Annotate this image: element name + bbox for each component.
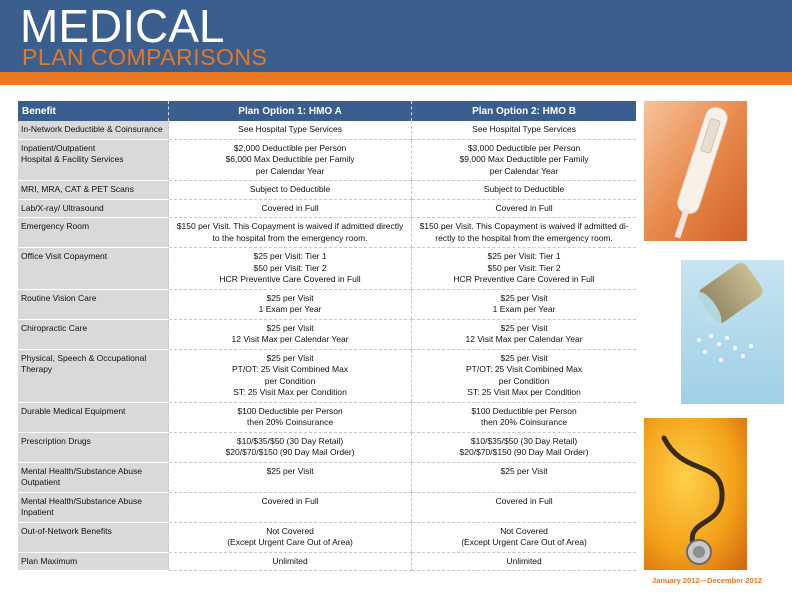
hmo-b-cell-text: Unlimited	[506, 555, 542, 566]
hmo-b-cell-text: See Hospital Type Services	[472, 124, 576, 134]
table-row	[18, 462, 636, 492]
hmo-b-cell-text: per Calendar Year	[489, 165, 559, 176]
benefit-cell	[18, 492, 169, 522]
hmo-a-cell-text: 1 Exam per Year	[258, 304, 322, 314]
hmo-a-cell-text: per Condition	[264, 375, 316, 386]
table-row	[18, 319, 636, 349]
hmo-a-cell-text: HCR Preventive Care Covered in Full	[219, 274, 361, 284]
hmo-a-cell	[169, 139, 412, 181]
hmo-a-cell-text: Unlimited	[272, 555, 308, 566]
hmo-a-cell-text: $25 per Visit	[266, 292, 314, 303]
accent-bar	[0, 72, 792, 85]
hmo-a-cell-text: Not Covered	[266, 525, 314, 536]
hmo-a-cell	[169, 522, 412, 552]
thermometer-photo	[644, 101, 747, 241]
benefit-cell	[18, 139, 169, 181]
hmo-a-cell-text: $100 Deductible per Person	[237, 405, 343, 416]
table-row	[18, 181, 636, 200]
hmo-b-cell-text: Subject to Deductible	[483, 184, 565, 194]
benefit-cell	[18, 432, 169, 462]
benefit-cell-text: Mental Health/Substance Abuse	[21, 495, 142, 506]
hmo-a-cell-text: Covered in Full	[261, 495, 319, 506]
benefit-cell	[18, 402, 169, 432]
hmo-b-cell-text: $25 per Visit	[500, 465, 548, 476]
hmo-b-cell-text: $150 per Visit. This Copayment is waived if admitted di-	[419, 221, 629, 231]
hmo-a-cell-text: $10/$35/$50 (30 Day Retail)	[236, 435, 344, 446]
hmo-b-cell-text: per Condition	[498, 375, 550, 386]
benefit-cell	[18, 289, 169, 319]
hmo-b-cell	[412, 181, 636, 200]
benefit-cell	[18, 552, 169, 571]
table-header-row	[18, 101, 636, 121]
hmo-a-cell	[169, 121, 412, 139]
hmo-b-cell	[412, 289, 636, 319]
benefit-cell-text: Outpatient	[21, 477, 61, 487]
hmo-a-cell	[169, 218, 412, 248]
hmo-b-cell	[412, 492, 636, 522]
hmo-b-cell	[412, 199, 636, 218]
hmo-a-cell	[169, 181, 412, 200]
hmo-a-cell	[169, 492, 412, 522]
hmo-b-cell-text: $100 Deductible per Person	[471, 405, 577, 416]
hmo-a-cell-text: $25 per Visit: Tier 1	[253, 251, 327, 261]
page-subtitle: PLAN COMPARISONS	[22, 44, 268, 70]
hmo-b-cell	[412, 402, 636, 432]
hmo-b-cell	[412, 432, 636, 462]
table-row	[18, 248, 636, 290]
hmo-b-cell-text: Covered in Full	[495, 202, 553, 213]
hmo-b-cell-text: $3,000 Deductible per Person	[467, 142, 581, 153]
benefit-cell-text: Therapy	[21, 364, 53, 374]
hmo-a-cell-text: then 20% Coinsurance	[247, 417, 334, 427]
benefit-cell-text: Mental Health/Substance Abuse	[21, 465, 142, 476]
benefit-cell-text: Prescription Drugs	[21, 435, 91, 446]
hmo-a-cell-text: (Except Urgent Care Out of Area)	[227, 537, 353, 547]
hmo-a-cell-text: to the hospital from the emergency room.	[212, 232, 368, 243]
hmo-b-cell-text: ST: 25 Visit Max per Condition	[467, 387, 581, 397]
benefit-cell	[18, 349, 169, 402]
hmo-b-cell-text: (Except Urgent Care Out of Area)	[461, 537, 587, 547]
table-row	[18, 139, 636, 181]
hmo-b-cell-text: PT/OT: 25 Visit Combined Max	[466, 364, 583, 374]
benefit-cell-text: Physical, Speech & Occupational	[21, 352, 147, 363]
benefit-cell-text: Routine Vision Care	[21, 292, 97, 303]
page-title: MEDICAL	[20, 0, 225, 52]
hmo-b-cell-text: then 20% Coinsurance	[481, 417, 568, 427]
hmo-b-cell-text: $25 per Visit	[500, 322, 548, 333]
hmo-b-cell	[412, 522, 636, 552]
table-row	[18, 218, 636, 248]
hmo-a-cell-text: $25 per Visit	[266, 352, 314, 363]
benefit-cell-text: Out-of-Network Benefits	[21, 525, 112, 536]
hmo-a-cell-text: $25 per Visit	[266, 465, 314, 476]
benefit-cell-text: Lab/X-ray/ Ultrasound	[21, 202, 104, 213]
hmo-a-cell-text: per Calendar Year	[255, 165, 325, 176]
benefit-cell-text: MRI, MRA, CAT & PET Scans	[21, 184, 134, 194]
benefit-cell-text: Hospital & Facility Services	[21, 154, 124, 164]
benefit-cell	[18, 218, 169, 248]
hmo-a-cell-text: PT/OT: 25 Visit Combined Max	[232, 364, 349, 374]
benefit-cell-text: Plan Maximum	[21, 555, 78, 566]
stethoscope-photo	[644, 418, 747, 570]
hmo-a-cell-text: ST: 25 Visit Max per Condition	[233, 387, 347, 397]
hmo-a-cell	[169, 349, 412, 402]
hmo-a-cell	[169, 289, 412, 319]
benefit-cell-text: Durable Medical Equipment	[21, 405, 126, 416]
hmo-b-cell-text: $50 per Visit: Tier 2	[487, 262, 561, 273]
date-range: January 2012—December 2012	[652, 576, 763, 585]
hmo-a-cell	[169, 248, 412, 290]
hmo-a-cell	[169, 402, 412, 432]
hmo-b-cell-text: HCR Preventive Care Covered in Full	[453, 274, 595, 284]
hmo-b-cell-text: $25 per Visit: Tier 1	[487, 251, 561, 261]
table-row	[18, 402, 636, 432]
hmo-a-cell-text: $50 per Visit: Tier 2	[253, 262, 327, 273]
benefit-cell	[18, 181, 169, 200]
hmo-b-cell	[412, 218, 636, 248]
hmo-b-cell-text: Covered in Full	[495, 495, 553, 506]
hmo-a-cell	[169, 319, 412, 349]
plan-comparison-table	[18, 101, 636, 571]
benefit-cell-text: Inpatient	[21, 507, 54, 517]
table-row	[18, 121, 636, 139]
table-row	[18, 432, 636, 462]
column-header-hmo-b: Plan Option 2: HMO B	[412, 101, 636, 121]
column-header-benefit: Benefit	[18, 101, 169, 121]
benefit-cell-text: In-Network Deductible & Coinsurance	[21, 124, 163, 134]
hmo-b-cell	[412, 349, 636, 402]
hmo-a-cell-text: 12 Visit Max per Calendar Year	[231, 334, 349, 344]
hmo-b-cell-text: $25 per Visit	[500, 292, 548, 303]
hmo-a-cell	[169, 552, 412, 571]
hmo-b-cell-text: 1 Exam per Year	[492, 304, 556, 314]
hmo-b-cell-text: $25 per Visit	[500, 352, 548, 363]
benefit-cell-text: Chiropractic Care	[21, 322, 88, 333]
hmo-a-cell-text: $20/$70/$150 (90 Day Mail Order)	[225, 447, 355, 457]
hmo-a-cell	[169, 432, 412, 462]
benefit-cell-text: Inpatient/Outpatient	[21, 142, 96, 153]
table-row	[18, 552, 636, 571]
hmo-b-cell-text: Not Covered	[500, 525, 548, 536]
table-row	[18, 522, 636, 552]
hmo-b-cell	[412, 248, 636, 290]
benefit-cell	[18, 199, 169, 218]
benefit-cell	[18, 248, 169, 290]
benefit-cell	[18, 462, 169, 492]
hmo-b-cell	[412, 552, 636, 571]
table-body	[18, 121, 636, 571]
column-header-hmo-a: Plan Option 1: HMO A	[169, 101, 412, 121]
hmo-b-cell-text: $20/$70/$150 (90 Day Mail Order)	[459, 447, 589, 457]
hmo-a-cell-text: $6,000 Max Deductible per Family	[225, 154, 355, 164]
hmo-b-cell-text: 12 Visit Max per Calendar Year	[465, 334, 583, 344]
hmo-a-cell-text: $150 per Visit. This Copayment is waived if admitted directly	[176, 221, 404, 231]
table-row	[18, 199, 636, 218]
table-row	[18, 492, 636, 522]
benefit-cell	[18, 319, 169, 349]
hmo-a-cell-text: Subject to Deductible	[249, 184, 331, 194]
hmo-b-cell	[412, 319, 636, 349]
pill-bottle-photo	[681, 260, 784, 404]
hmo-b-cell	[412, 139, 636, 181]
hmo-b-cell	[412, 121, 636, 139]
table-row	[18, 289, 636, 319]
table-row	[18, 349, 636, 402]
page-header	[0, 0, 792, 72]
benefit-cell	[18, 522, 169, 552]
hmo-a-cell-text: Covered in Full	[261, 202, 319, 213]
hmo-b-cell-text: $9,000 Max Deductible per Family	[459, 154, 589, 164]
benefit-cell	[18, 121, 169, 139]
hmo-a-cell-text: $25 per Visit	[266, 322, 314, 333]
hmo-a-cell	[169, 462, 412, 492]
hmo-b-cell	[412, 462, 636, 492]
hmo-b-cell-text: rectly to the hospital from the emergency room.	[435, 232, 613, 243]
benefit-cell-text: Office Visit Copayment	[21, 251, 108, 261]
hmo-a-cell	[169, 199, 412, 218]
hmo-a-cell-text: See Hospital Type Services	[238, 124, 342, 134]
benefit-cell-text: Emergency Room	[21, 221, 90, 231]
hmo-b-cell-text: $10/$35/$50 (30 Day Retail)	[470, 435, 578, 446]
hmo-a-cell-text: $2,000 Deductible per Person	[233, 142, 347, 153]
